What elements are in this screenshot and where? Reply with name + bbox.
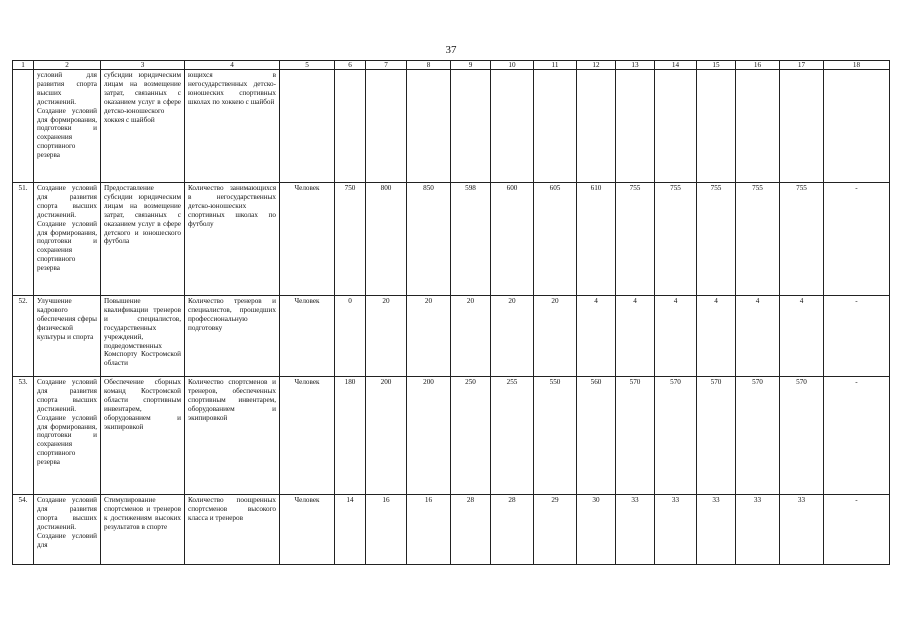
table-row xyxy=(13,377,890,495)
value-cell: 250 xyxy=(451,377,491,495)
value-cell: 33 xyxy=(780,495,824,565)
value-cell: 4 xyxy=(655,296,697,377)
table-row xyxy=(13,296,890,377)
value-cell: 0 xyxy=(335,296,366,377)
note-cell: - xyxy=(824,183,890,296)
value-cell: 4 xyxy=(697,296,736,377)
row-number-cell: 51. xyxy=(13,183,34,296)
value-cell: 255 xyxy=(491,377,534,495)
row-number-cell xyxy=(13,70,34,183)
value-cell xyxy=(577,70,616,183)
unit-cell: Человек xyxy=(280,495,335,565)
value-cell: 750 xyxy=(335,183,366,296)
header-cell: 18 xyxy=(824,61,890,70)
value-cell xyxy=(780,70,824,183)
header-cell: 16 xyxy=(736,61,780,70)
value-cell: 20 xyxy=(534,296,577,377)
value-cell: 28 xyxy=(491,495,534,565)
header-cell: 14 xyxy=(655,61,697,70)
value-cell: 33 xyxy=(655,495,697,565)
header-cell: 4 xyxy=(185,61,280,70)
value-cell xyxy=(335,70,366,183)
indicator-cell: Количество тренеров и специалистов, прошедших профессиональную подготовку xyxy=(185,296,280,377)
table-row xyxy=(13,183,890,296)
column-number-header xyxy=(13,61,890,70)
value-cell: 200 xyxy=(407,377,451,495)
page-number: 37 xyxy=(445,44,457,56)
header-cell: 17 xyxy=(780,61,824,70)
goal-cell: Создание условий для развития спорта высших достижений. Создание условий для формирования, подготовки и сохранения спортивного резерва xyxy=(34,377,101,495)
header-cell: 2 xyxy=(34,61,101,70)
value-cell: 600 xyxy=(491,183,534,296)
value-cell: 28 xyxy=(451,495,491,565)
goal-cell: Улучшение кадрового обеспечения сферы физической культуры и спорта xyxy=(34,296,101,377)
value-cell: 4 xyxy=(780,296,824,377)
value-cell: 200 xyxy=(366,377,407,495)
table-row xyxy=(13,495,890,565)
value-cell: 4 xyxy=(577,296,616,377)
header-cell: 10 xyxy=(491,61,534,70)
header-cell: 13 xyxy=(616,61,655,70)
header-cell: 5 xyxy=(280,61,335,70)
value-cell: 180 xyxy=(335,377,366,495)
value-cell: 560 xyxy=(577,377,616,495)
header-cell: 6 xyxy=(335,61,366,70)
unit-cell: Человек xyxy=(280,183,335,296)
value-cell: 570 xyxy=(655,377,697,495)
value-cell: 16 xyxy=(407,495,451,565)
value-cell xyxy=(616,70,655,183)
value-cell xyxy=(491,70,534,183)
value-cell: 570 xyxy=(736,377,780,495)
header-cell: 7 xyxy=(366,61,407,70)
value-cell xyxy=(655,70,697,183)
value-cell xyxy=(736,70,780,183)
note-cell xyxy=(824,70,890,183)
value-cell: 605 xyxy=(534,183,577,296)
value-cell: 16 xyxy=(366,495,407,565)
value-cell: 14 xyxy=(335,495,366,565)
value-cell: 755 xyxy=(736,183,780,296)
header-cell: 15 xyxy=(697,61,736,70)
indicator-cell: Количество спортсменов и тренеров, обеспеченных спортивным инвентарем, оборудованием и экипировкой xyxy=(185,377,280,495)
value-cell: 33 xyxy=(616,495,655,565)
value-cell: 755 xyxy=(697,183,736,296)
indicator-cell: ющихся в негосударственных детско-юношеских спортивных школах по хоккею с шайбой xyxy=(185,70,280,183)
value-cell: 755 xyxy=(616,183,655,296)
value-cell: 755 xyxy=(655,183,697,296)
value-cell: 33 xyxy=(697,495,736,565)
value-cell xyxy=(534,70,577,183)
value-cell: 755 xyxy=(780,183,824,296)
value-cell: 4 xyxy=(616,296,655,377)
value-cell: 20 xyxy=(451,296,491,377)
value-cell: 850 xyxy=(407,183,451,296)
value-cell: 550 xyxy=(534,377,577,495)
value-cell: 800 xyxy=(366,183,407,296)
note-cell: - xyxy=(824,296,890,377)
goal-cell: Создание условий для развития спорта высших достижений. Создание условий для xyxy=(34,495,101,565)
header-cell: 8 xyxy=(407,61,451,70)
value-cell: 570 xyxy=(780,377,824,495)
note-cell: - xyxy=(824,495,890,565)
row-number-cell: 54. xyxy=(13,495,34,565)
header-cell: 9 xyxy=(451,61,491,70)
header-cell: 11 xyxy=(534,61,577,70)
value-cell: 30 xyxy=(577,495,616,565)
measure-cell: Повышение квалификации тренеров и специалистов, государственных учреждений, подведомственных Комспорту Костромской области xyxy=(101,296,185,377)
unit-cell: Человек xyxy=(280,377,335,495)
goal-cell: условий для развития спорта высших достижений. Создание условий для формирования, подготовки и сохранения спортивного резерва xyxy=(34,70,101,183)
table-row xyxy=(13,70,890,183)
value-cell xyxy=(366,70,407,183)
value-cell xyxy=(407,70,451,183)
measure-cell: субсидии юридическим лицам на возмещение затрат, связанных с оказанием услуг в сфере детско-юношеского хоккея с шайбой xyxy=(101,70,185,183)
value-cell xyxy=(451,70,491,183)
measure-cell: Предоставление субсидии юридическим лицам на возмещение затрат, связанных с оказанием услуг в сфере детского и юношеского футбола xyxy=(101,183,185,296)
row-number-cell: 52. xyxy=(13,296,34,377)
program-indicators-table xyxy=(12,60,890,565)
value-cell: 20 xyxy=(491,296,534,377)
value-cell: 4 xyxy=(736,296,780,377)
unit-cell: Человек xyxy=(280,296,335,377)
measure-cell: Стимулирование спортсменов и тренеров к достижениям высоких результатов в спорте xyxy=(101,495,185,565)
value-cell xyxy=(697,70,736,183)
measure-cell: Обеспечение сборных команд Костромской области спортивным инвентарем, оборудованием и экипировкой xyxy=(101,377,185,495)
value-cell: 570 xyxy=(616,377,655,495)
indicator-cell: Количество занимающихся в негосударственных детско-юношеских спортивных школах по футболу xyxy=(185,183,280,296)
value-cell: 570 xyxy=(697,377,736,495)
value-cell: 20 xyxy=(407,296,451,377)
row-number-cell: 53. xyxy=(13,377,34,495)
value-cell: 610 xyxy=(577,183,616,296)
value-cell: 20 xyxy=(366,296,407,377)
unit-cell xyxy=(280,70,335,183)
goal-cell: Создание условий для развития спорта высших достижений. Создание условий для формирования, подготовки и сохранения спортивного резерва xyxy=(34,183,101,296)
header-cell: 1 xyxy=(13,61,34,70)
header-cell: 3 xyxy=(101,61,185,70)
value-cell: 598 xyxy=(451,183,491,296)
value-cell: 33 xyxy=(736,495,780,565)
value-cell: 29 xyxy=(534,495,577,565)
indicator-cell: Количество поощренных спортсменов высокого класса и тренеров xyxy=(185,495,280,565)
header-cell: 12 xyxy=(577,61,616,70)
note-cell: - xyxy=(824,377,890,495)
